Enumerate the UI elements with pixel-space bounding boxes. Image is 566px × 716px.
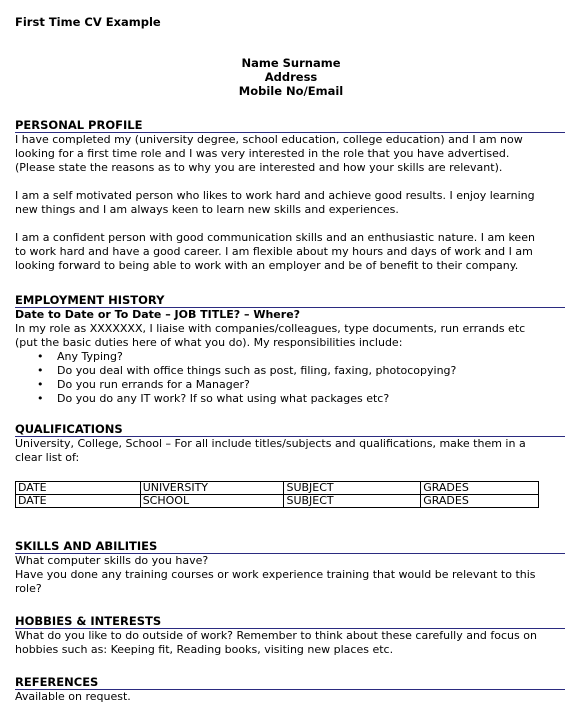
section-heading: QUALIFICATIONS [15,423,565,437]
table-row [16,482,539,495]
qualifications-intro-line: clear list of: [15,451,80,464]
table-cell: SUBJECT [284,495,421,508]
candidate-contact: Mobile No/Email [238,84,344,98]
section-heading: REFERENCES [15,676,565,690]
section-heading: SKILLS AND ABILITIES [15,540,565,554]
document-title: First Time CV Example [15,15,161,29]
job-title-line: Date to Date or To Date – JOB TITLE? – Where? [15,308,301,321]
list-item: • Do you run errands for a Manager? [37,378,250,391]
table-row [16,495,539,508]
personal-profile-section [15,119,565,273]
bullet-icon: • [37,350,44,363]
table-cell: UNIVERSITY [140,482,284,495]
profile-paragraph-1: I have completed my (university degree, school education, college education) and I am now looking for a first time role and I was very interested in the role that you have advertised. (Please state the reasons as to why you are interested and how your skills are relevant). [15,133,523,174]
section-heading: HOBBIES & INTERESTS [15,615,565,629]
table-cell: DATE [16,482,141,495]
cv-header [15,56,566,98]
table-cell: GRADES [421,482,539,495]
hobbies-section: HOBBIES & INTERESTS What do you like to do outside of work? Remember to think about these carefully and focus on hobbies such as: Keeping fit, Reading books, visiting new places etc. [15,615,565,657]
section-heading: PERSONAL PROFILE [15,119,565,133]
table-cell: DATE [16,495,141,508]
qualifications-section [15,423,565,465]
bullet-icon: • [37,392,44,405]
bullet-icon: • [37,364,44,377]
references-section: REFERENCES Available on request. [15,676,565,704]
candidate-address: Address [264,70,318,84]
candidate-name: Name Surname [241,56,341,70]
table-cell: GRADES [421,495,539,508]
table-cell: SCHOOL [140,495,284,508]
employment-intro-line: In my role as XXXXXXX, I liaise with companies/colleagues, type documents, run errands etc [15,322,526,335]
skills-section: SKILLS AND ABILITIES What computer skills do you have? Have you done any training courses or work experience training that would be relevant to this role? [15,540,565,596]
list-item: • Any Typing? [37,350,123,363]
list-item: • Do you deal with office things such as post, filing, faxing, photocopying? [37,364,457,377]
qualifications-intro-line: University, College, School – For all include titles/subjects and qualifications, make them in a [15,437,526,450]
profile-paragraph-3: I am a confident person with good communication skills and an enthusiastic nature. I am keen to work hard and have a good career. I am flexible about my hours and days of work and I am looking forward to being able to work with an employer and be of benefit to their company. [15,231,535,272]
profile-paragraph-2: I am a self motivated person who likes to work hard and achieve good results. I enjoy learning new things and I am always keen to learn new skills and experiences. [15,189,535,216]
qualifications-table [15,481,539,508]
employment-history-section [15,294,565,406]
section-heading: EMPLOYMENT HISTORY [15,294,565,308]
bullet-icon: • [37,378,44,391]
table-cell: SUBJECT [284,482,421,495]
list-item: • Do you do any IT work? If so what using what packages etc? [37,392,390,405]
employment-intro-line: (put the basic duties here of what you do). My responsibilities include: [15,336,403,349]
responsibilities-list [15,350,565,406]
